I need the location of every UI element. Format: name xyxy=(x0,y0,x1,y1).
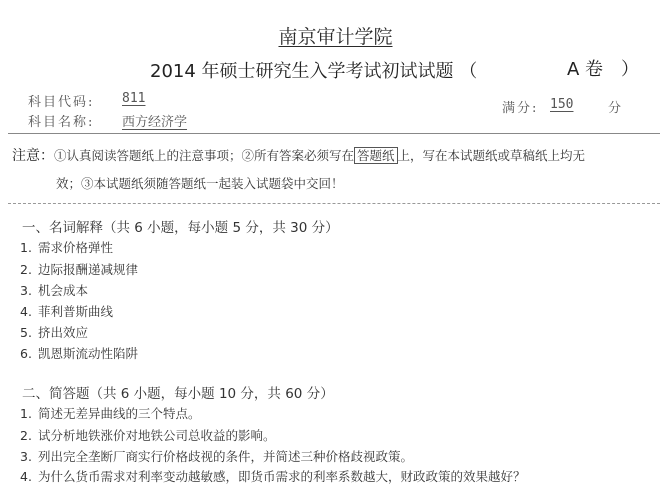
subject-name-value: 西方经济学 xyxy=(122,115,188,130)
volume-label: A 卷 xyxy=(567,59,604,80)
section-1-item: 6. 凯恩斯流动性陷阱 xyxy=(20,346,139,361)
section-1-item: 4. 菲利普斯曲线 xyxy=(20,304,114,319)
subject-code-value: 811 xyxy=(122,91,146,106)
section-1-title: 一、名词解释（共 6 小题，每小题 5 分，共 30 分） xyxy=(22,220,339,236)
full-score-label: 满分: xyxy=(502,101,539,116)
notice-label: 注意： xyxy=(12,148,54,164)
full-score-value: 150 xyxy=(550,97,574,112)
section-2-item: 3. 列出完全垄断厂商实行价格歧视的条件，并简述三种价格歧视政策。 xyxy=(20,449,414,464)
section-1-item: 5. 挤出效应 xyxy=(20,325,89,340)
header-divider xyxy=(8,133,660,134)
volume-paren-close: ） xyxy=(621,59,639,80)
answer-sheet-box: 答题纸 xyxy=(354,147,398,164)
notice-line-1: 注意：①认真阅读答题纸上的注意事项；②所有答案必须写在 答题纸 上，写在本试题纸或草稿纸上均无 xyxy=(12,148,586,164)
section-2-item: 1. 简述无差异曲线的三个特点。 xyxy=(20,406,201,421)
section-2-item: 4. 为什么货币需求对利率变动越敏感，即货币需求的利率系数越大，财政政策的效果越好？ xyxy=(20,469,526,484)
notice-block xyxy=(12,142,660,198)
section-2-title: 二、简答题（共 6 小题，每小题 10 分，共 60 分） xyxy=(22,386,334,402)
subject-name-label: 科目名称: xyxy=(28,115,95,130)
notice-line-2: 效；③本试题纸须随答题纸一起装入试题袋中交回！ xyxy=(56,176,344,191)
section-1-item: 1. 需求价格弹性 xyxy=(20,240,114,255)
section-1-item: 2. 边际报酬递减规律 xyxy=(20,262,139,277)
section-1-item: 3. 机会成本 xyxy=(20,283,89,298)
notice-divider xyxy=(8,203,660,204)
school-name: 南京审计学院 xyxy=(278,26,393,48)
exam-title: 2014 年硕士研究生入学考试初试试题 （ xyxy=(150,61,478,82)
full-score-unit: 分 xyxy=(608,101,624,116)
section-2-item: 2. 试分析地铁涨价对地铁公司总收益的影响。 xyxy=(20,428,276,443)
subject-code-label: 科目代码: xyxy=(28,95,95,110)
